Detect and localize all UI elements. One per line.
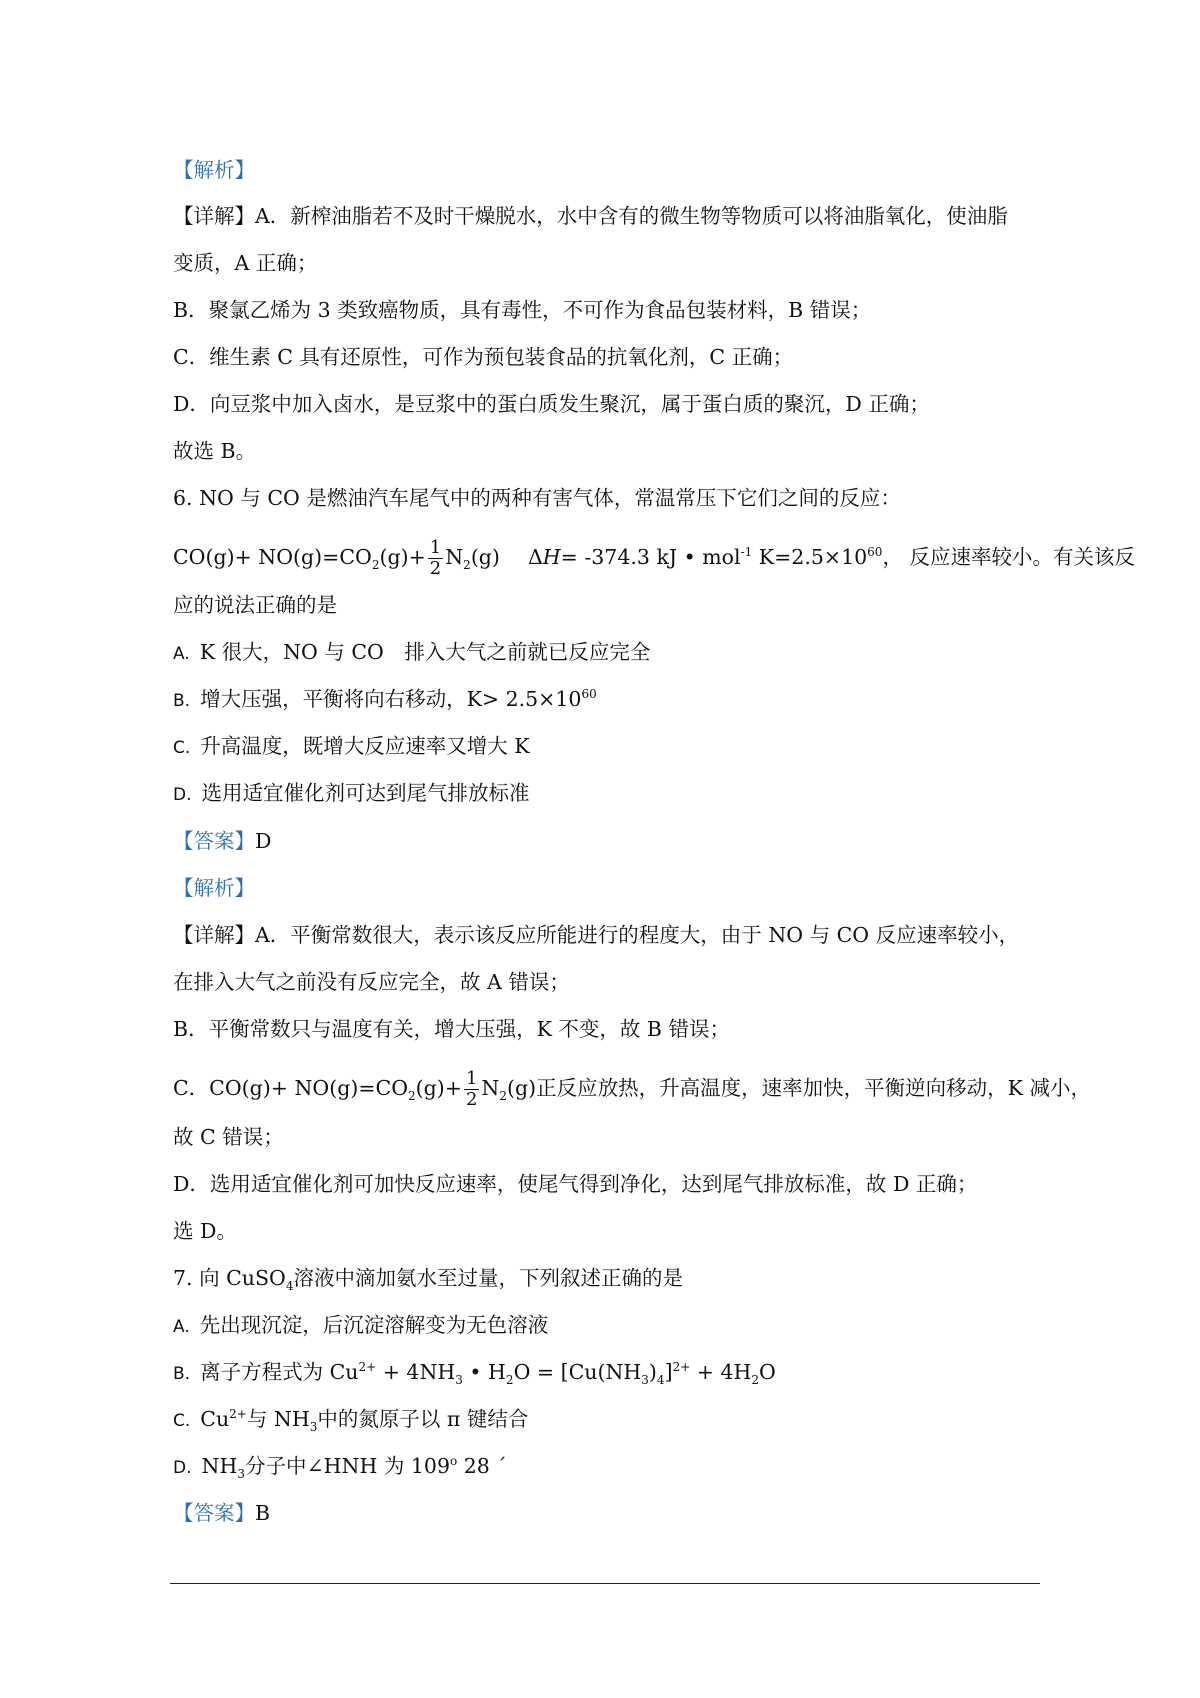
q6-option-b: B. 增大压强，平衡将向右移动，$K> 2.5\times 10^{60}$ — [173, 687, 597, 711]
q5-detail-c: C．维生素 C 具有还原性，可作为预包装食品的抗氧化剂，C 正确； — [173, 345, 794, 369]
fraction-one-half: $\frac{1}{2}$ — [465, 1068, 478, 1110]
q7-option-b: B. 离子方程式为 $Cu^{2+} + 4NH_3$ • $H_2O = [Cu(NH_3)_4]^{2+} + 4H_2O$ — [173, 1360, 776, 1388]
q6-conclusion: 选 D。 — [173, 1219, 237, 1243]
q6-option-a: A. K 很大，NO 与 CO 排入大气之前就已反应完全 — [173, 640, 651, 664]
q6-stem-line1: 6. NO 与 CO 是燃油汽车尾气中的两种有害气体，常温常压下它们之间的反应： — [173, 486, 901, 510]
q7-option-a: A. 先出现沉淀，后沉淀溶解变为无色溶液 — [173, 1313, 549, 1337]
q6-detail-a-line2: 在排入大气之前没有反应完全，故 A 错误； — [173, 970, 570, 994]
q6-option-d: D. 选用适宜催化剂可达到尾气排放标准 — [173, 781, 530, 805]
fraction-one-half: $\frac{1}{2}$ — [429, 537, 442, 579]
q6-detail-c-line2: 故 C 错误； — [173, 1125, 284, 1149]
q6-option-c: C. 升高温度，既增大反应速率又增大 K — [173, 734, 530, 758]
q6-detail-c-line1: C．$CO(g)+ NO(g)=CO_2(g)+$ $\frac{1}{2}$ $N_2(g)$正反应放热，升高温度，速率加快，平衡逆向移动，K 减小， — [173, 1068, 1091, 1110]
q5-detail-b: B．聚氯乙烯为 3 类致癌物质，具有毒性，不可作为食品包装材料，B 错误； — [173, 298, 872, 322]
q7-option-c: C. $Cu^{2+}$与 $NH_3$中的氮原子以 π 键结合 — [173, 1407, 529, 1435]
q7-answer: 【答案】B — [173, 1501, 271, 1525]
footer-divider — [170, 1583, 1040, 1584]
analysis-tag-q6: 【解析】 — [173, 876, 255, 900]
q7-stem: 7. 向 CuSO$_4$溶液中滴加氨水至过量，下列叙述正确的是 — [173, 1266, 683, 1294]
q6-equation-line: $CO(g)+ NO(g)=CO_2(g)+$ $\frac{1}{2}$ $N_2(g)$ ΔH= -374.3 kJ • mol$^{-1}$ $K=2.5\times 10^{60}$， 反应速率较小。有关该反 — [173, 537, 1135, 579]
q5-detail-d: D．向豆浆中加入卤水，是豆浆中的蛋白质发生聚沉，属于蛋白质的聚沉，D 正确； — [173, 392, 930, 416]
detail-tag: 【详解】 — [173, 204, 255, 228]
q7-option-d: D. $NH_3$分子中∠HNH 为 109$^o$ 28 ´ — [173, 1454, 507, 1482]
q5-conclusion: 故选 B。 — [173, 439, 257, 463]
q6-detail-b: B．平衡常数只与温度有关，增大压强，K 不变，故 B 错误； — [173, 1017, 730, 1041]
q6-answer: 【答案】D — [173, 829, 272, 853]
analysis-tag-q5: 【解析】 — [173, 158, 255, 182]
q5-detail-a-line1: 【详解】A．新榨油脂若不及时干燥脱水，水中含有的微生物等物质可以将油脂氧化，使油脂 — [173, 204, 1008, 228]
q6-stem-line3: 应的说法正确的是 — [173, 593, 337, 617]
q5-detail-a-line2: 变质，A 正确； — [173, 251, 318, 275]
q6-detail-d: D．选用适宜催化剂可加快反应速率，使尾气得到净化，达到尾气排放标准，故 D 正确； — [173, 1172, 978, 1196]
q6-detail-a-line1: 【详解】A．平衡常数很大，表示该反应所能进行的程度大，由于 NO 与 CO 反应速率较小， — [173, 923, 1020, 947]
